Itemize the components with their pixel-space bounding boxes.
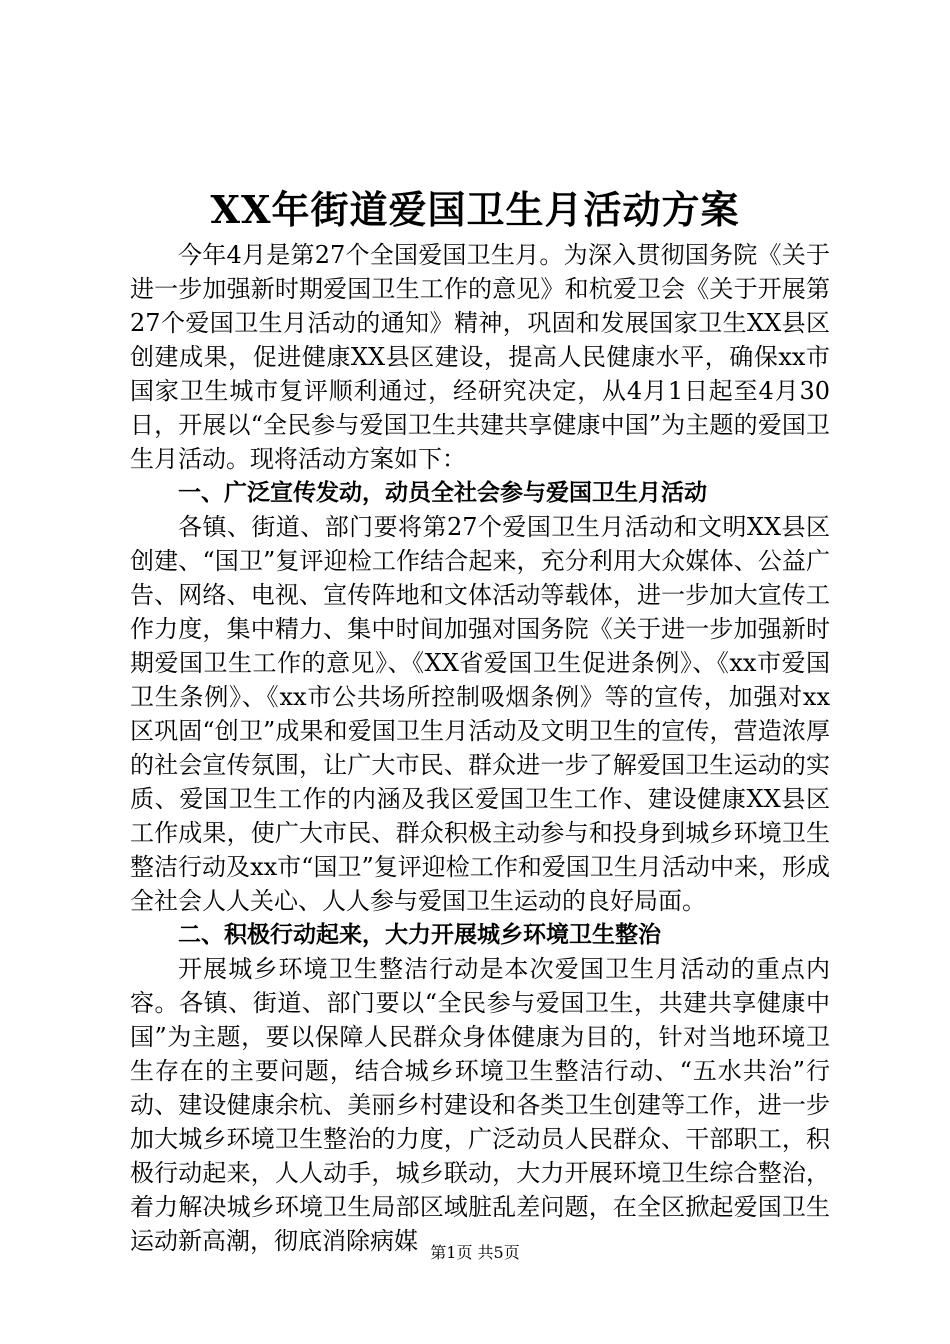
intro-paragraph: 今年4月是第27个全国爱国卫生月。为深入贯彻国务院《关于进一步加强新时期爱国卫生工作的意见》和杭爱卫会《关于开展第27个爱国卫生月活动的通知》精神，巩固和发展国家卫生XX县区创建成果，促进健康XX县区建设，提高人民健康水平，确保xx市国家卫生城市复评顺利通过，经研究决定，从4月1日起至4月30日，开展以“全民参与爱国卫生共建共享健康中国”为主题的爱国卫生月活动。现将活动方案如下： bbox=[130, 241, 830, 473]
document-body bbox=[130, 238, 830, 1258]
section-heading-2: 二、积极行动起来，大力开展城乡环境卫生整治 bbox=[178, 922, 661, 948]
document-title: XX年街道爱国卫生月活动方案 bbox=[210, 187, 740, 232]
page-footer: 第1页 共5页 bbox=[430, 1243, 520, 1262]
section-2-paragraph: 开展城乡环境卫生整洁行动是本次爱国卫生月活动的重点内容。各镇、街道、部门要以“全民参与爱国卫生，共建共享健康中国”为主题，要以保障人民群众身体健康为目的，针对当地环境卫生存在的主要问题，结合城乡环境卫生整洁行动、“五水共治”行动、建设健康余杭、美丽乡村建设和各类卫生创建等工作，进一步加大城乡环境卫生整治的力度，广泛动员人民群众、干部职工，积极行动起来，人人动手，城乡联动，大力开展环境卫生综合整治，着力解决城乡环境卫生局部区域脏乱差问题，在全区掀起爱国卫生运动新高潮，彻底消除病媒 bbox=[130, 955, 830, 1255]
section-1-paragraph: 各镇、街道、部门要将第27个爱国卫生月活动和文明XX县区创建、“国卫”复评迎检工作结合起来，充分利用大众媒体、公益广告、网络、电视、宣传阵地和文体活动等载体，进一步加大宣传工作力度，集中精力、集中时间加强对国务院《关于进一步加强新时期爱国卫生工作的意见》、《XX省爱国卫生促进条例》、《xx市爱国卫生条例》、《xx市公共场所控制吸烟条例》等的宣传，加强对xx区巩固“创卫”成果和爱国卫生月活动及文明卫生的宣传，营造浓厚的社会宣传氛围，让广大市民、群众进一步了解爱国卫生运动的实质、爱国卫生工作的内涵及我区爱国卫生工作、建设健康XX县区工作成果，使广大市民、群众积极主动参与和投身到城乡环境卫生整洁行动及xx市“国卫”复评迎检工作和爱国卫生月活动中来，形成全社会人人关心、人人参与爱国卫生运动的良好局面。 bbox=[130, 513, 830, 915]
section-heading-1: 一、广泛宣传发动，动员全社会参与爱国卫生月活动 bbox=[178, 480, 707, 506]
